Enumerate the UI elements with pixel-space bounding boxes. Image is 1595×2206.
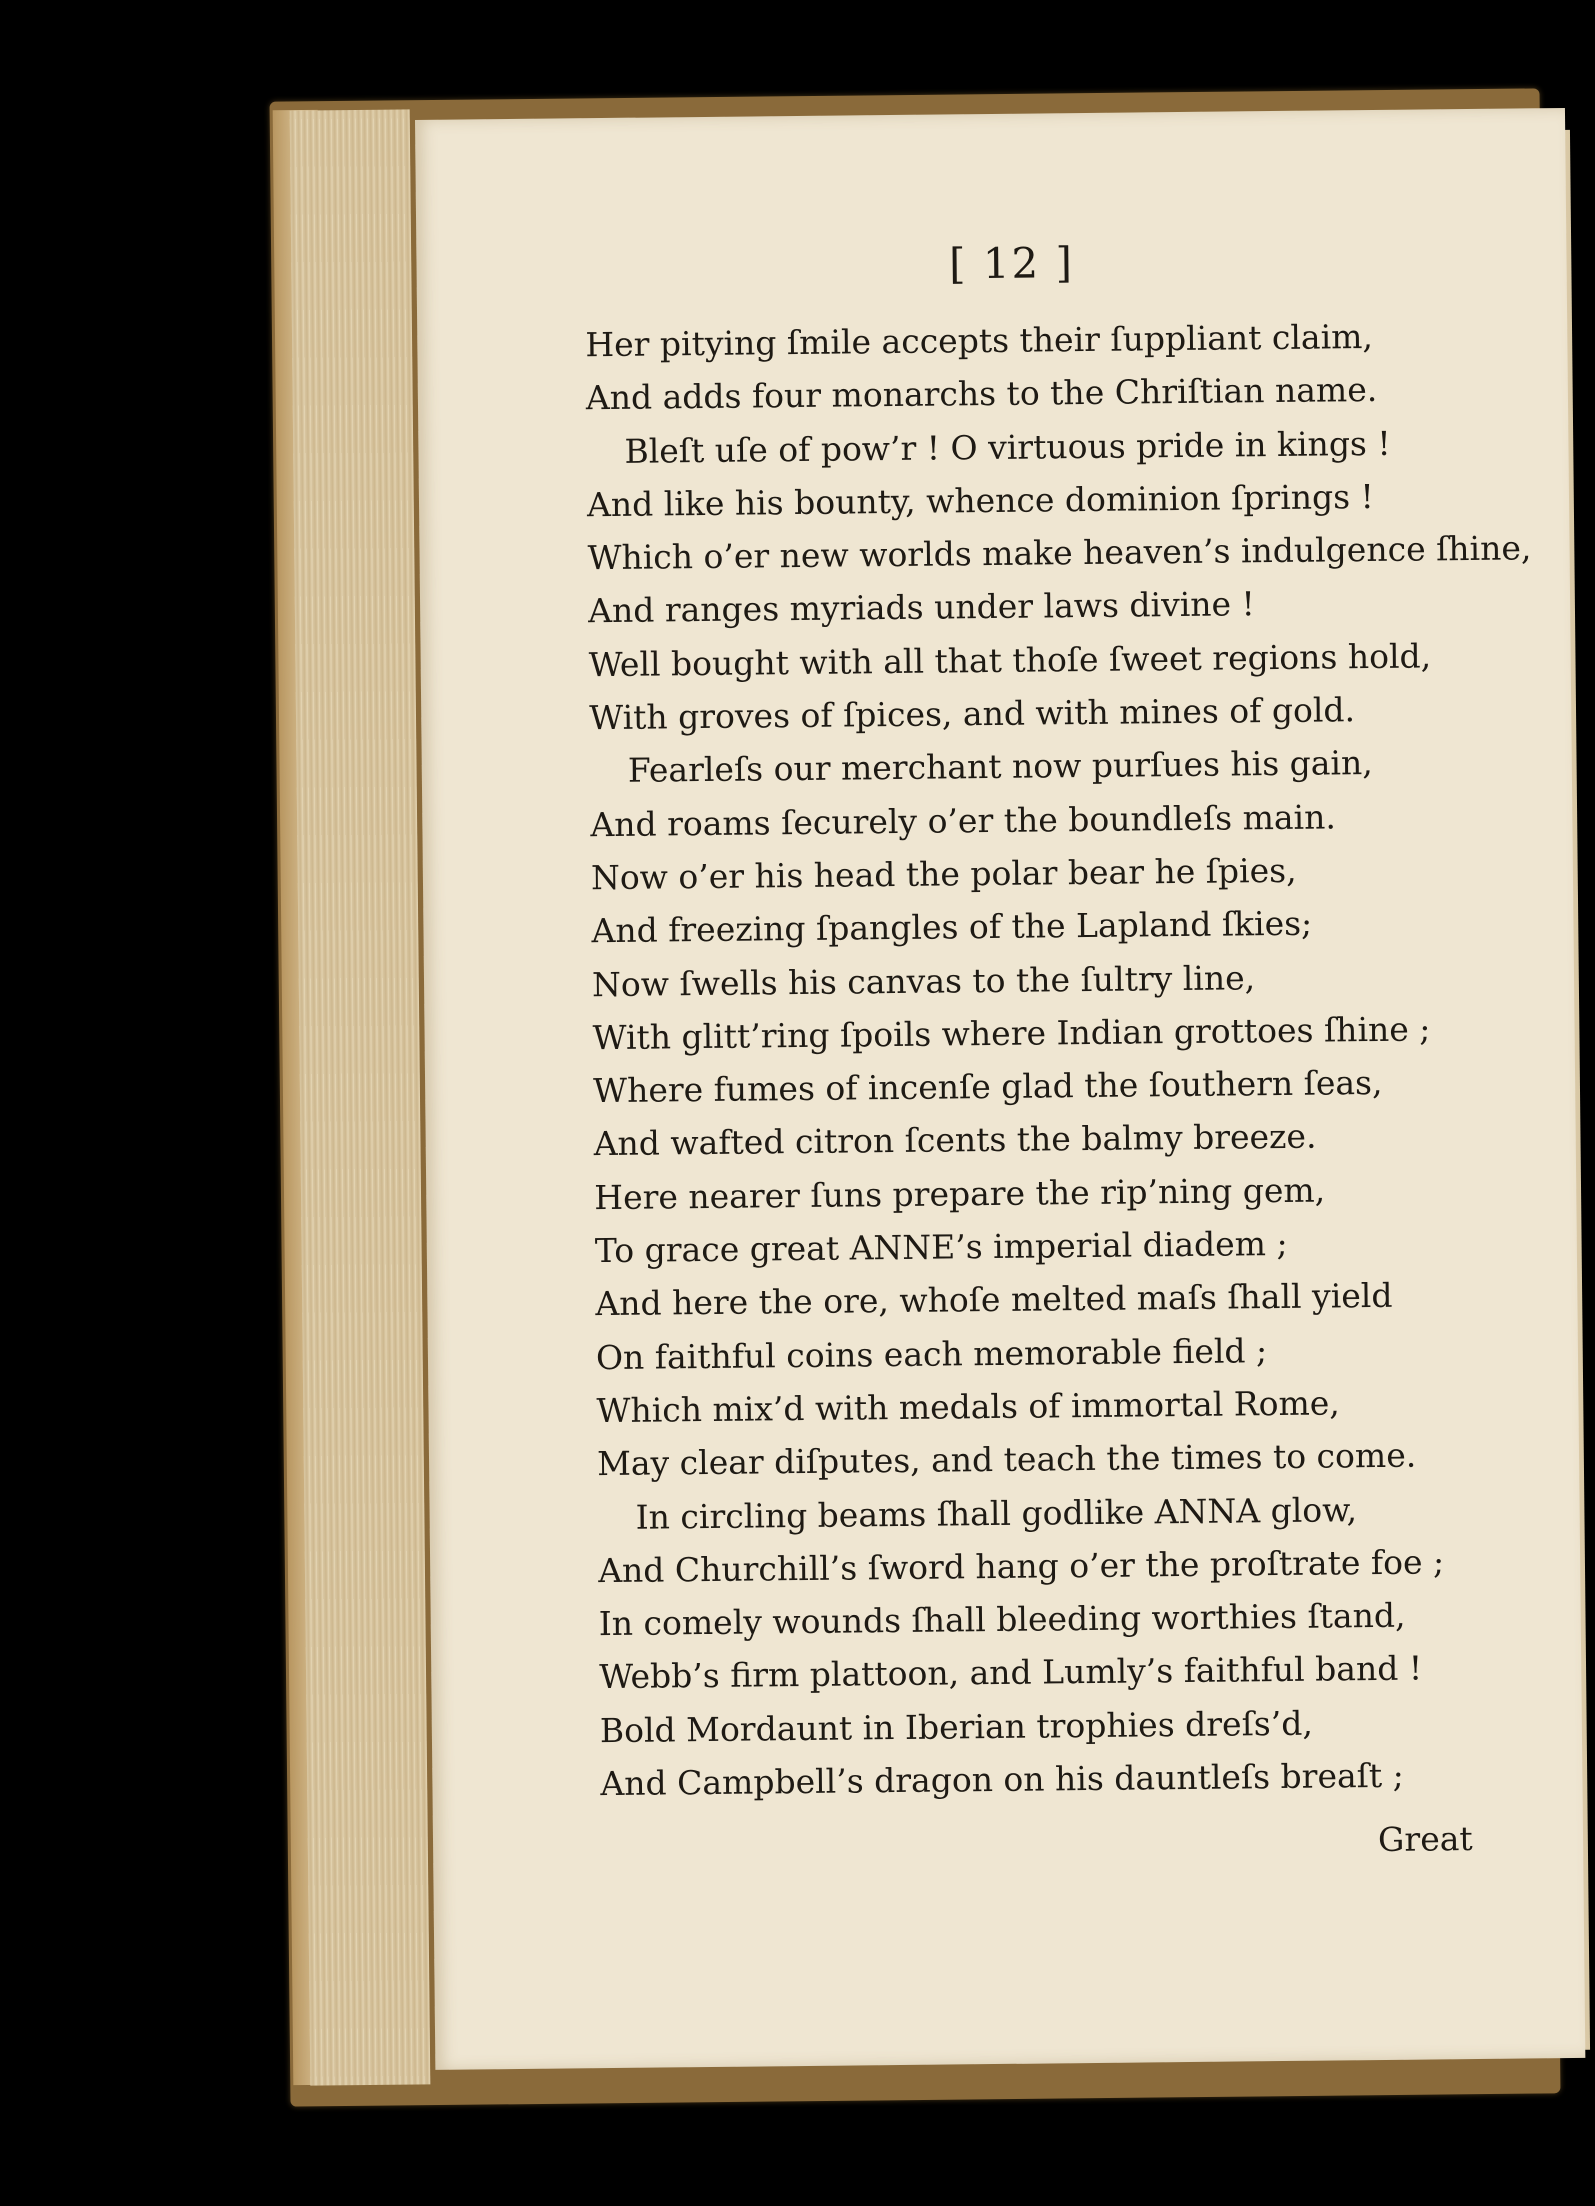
poem-line: And ranges myriads under laws divine ! [587, 584, 1256, 631]
poem-line: Her pitying ſmile accepts their ſuppliant claim, [585, 316, 1374, 365]
poem-line: Bleſt uſe of pow’r ! O virtuous pride in kings ! [624, 423, 1391, 471]
poem-line: Well bought with all that thoſe ſweet regions hold, [588, 636, 1432, 684]
catchword: Great [1377, 1819, 1473, 1860]
poem-line: Where fumes of incenſe glad the ſouthern ſeas, [592, 1063, 1383, 1111]
poem-line: And freezing ſpangles of the Lapland ſkies; [591, 903, 1313, 951]
poem-line: Now o’er his head the polar bear he ſpies, [590, 850, 1297, 898]
poem-line: In comely wounds ſhall bleeding worthies ſtand, [598, 1595, 1406, 1644]
poem-line: Now ſwells his canvas to the ſultry line, [591, 957, 1256, 1004]
poem-line: Webb’s firm plattoon, and Lumly’s faithful band ! [599, 1648, 1423, 1697]
poem-line: And adds four monarchs to the Chriſtian name. [585, 370, 1378, 418]
poem-line: And roams ſecurely o’er the boundleſs main. [590, 797, 1337, 844]
poem-line: Bold Mordaunt in Iberian trophies dreſs’d, [599, 1703, 1314, 1750]
poem-line: And like his bounty, whence dominion ſprings ! [586, 476, 1375, 525]
poem-line: Which mix’d with medals of immortal Rome, [596, 1383, 1340, 1431]
poem-line: With glitt’ring ſpoils where Indian grottoes ſhine ; [592, 1009, 1431, 1058]
poem-line: And Campbell’s dragon on his dauntleſs breaſt ; [600, 1755, 1404, 1804]
poem-line: May clear diſputes, and teach the times to come. [596, 1435, 1417, 1484]
page-edges [290, 109, 431, 2085]
poem-line: With groves of ſpices, and with mines of gold. [589, 690, 1356, 738]
poem-line: Fearleſs our merchant now purſues his gain, [627, 743, 1373, 791]
poem-line: On faithful coins each memorable field ; [595, 1330, 1268, 1377]
poem-line: Which o’er new worlds make heaven’s indulgence ſhine, [587, 528, 1532, 578]
poem-text [585, 309, 1532, 1811]
poem-line: To grace great ANNE’s imperial diadem ; [594, 1223, 1288, 1271]
poem-line: And here the ore, whoſe melted maſs ſhall yield [595, 1276, 1393, 1324]
page-number: [ 12 ] [948, 238, 1075, 289]
poem-line: And wafted citron ſcents the balmy breeze. [593, 1117, 1317, 1164]
poem-line: In circling beams ſhall godlike ANNA glow, [635, 1489, 1358, 1537]
poem-line: And Churchill’s ſword hang o’er the proſtrate foe ; [597, 1542, 1445, 1590]
poem-line: Here nearer ſuns prepare the rip’ning gem, [594, 1170, 1326, 1217]
book-page [415, 108, 1585, 2070]
